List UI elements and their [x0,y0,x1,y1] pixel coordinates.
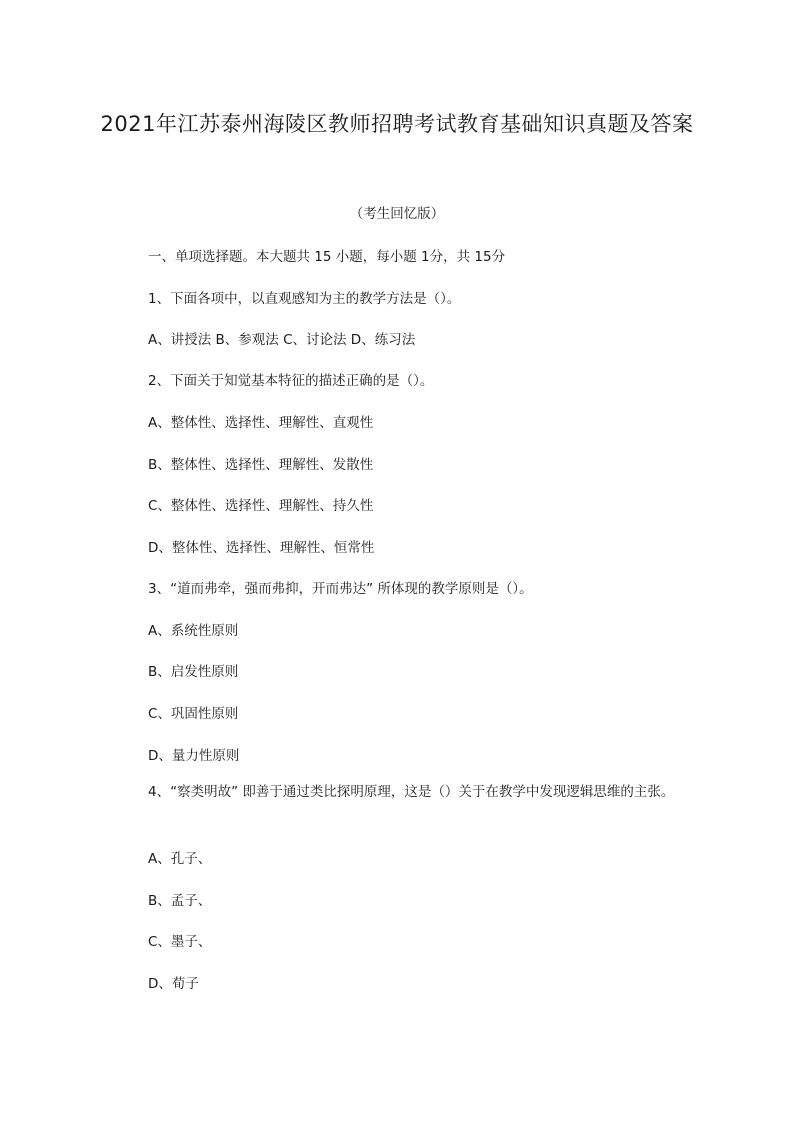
document-subtitle: （考生回忆版） [349,206,445,222]
question-stem: 1、下面各项中，以直观感知为主的教学方法是（）。 [148,291,461,307]
option-a: A、系统性原则 [148,623,239,639]
option-b: B、启发性原则 [148,664,239,680]
option-b: B、孟子、 [148,893,212,909]
option-d: D、量力性原则 [148,748,240,764]
option-a: A、整体性、选择性、理解性、直观性 [148,415,374,431]
option-d: D、荀子 [148,976,199,992]
question-stem: 4、“察类明故” 即善于通过类比探明原理，这是（）关于在教学中发现逻辑思维的主张。 [148,784,675,800]
document-title: 2021年江苏泰州海陵区教师招聘考试教育基础知识真题及答案 [100,112,694,136]
option-c: C、巩固性原则 [148,706,239,722]
question-stem: 2、下面关于知觉基本特征的描述正确的是（）。 [148,373,434,389]
option-d: D、整体性、选择性、理解性、恒常性 [148,540,375,556]
option-a: A、孔子、 [148,851,212,867]
option-c: C、墨子、 [148,934,212,950]
question-stem: 3、“道而弗牵，强而弗抑，开而弗达” 所体现的教学原则是（）。 [148,581,533,597]
option-b: B、整体性、选择性、理解性、发散性 [148,457,374,473]
section-heading: 一、单项选择题。本大题共 15 小题，每小题 1分，共 15分 [148,249,506,265]
option-c: C、整体性、选择性、理解性、持久性 [148,498,374,514]
question-options: A、讲授法 B、参观法 C、讨论法 D、练习法 [148,332,416,348]
